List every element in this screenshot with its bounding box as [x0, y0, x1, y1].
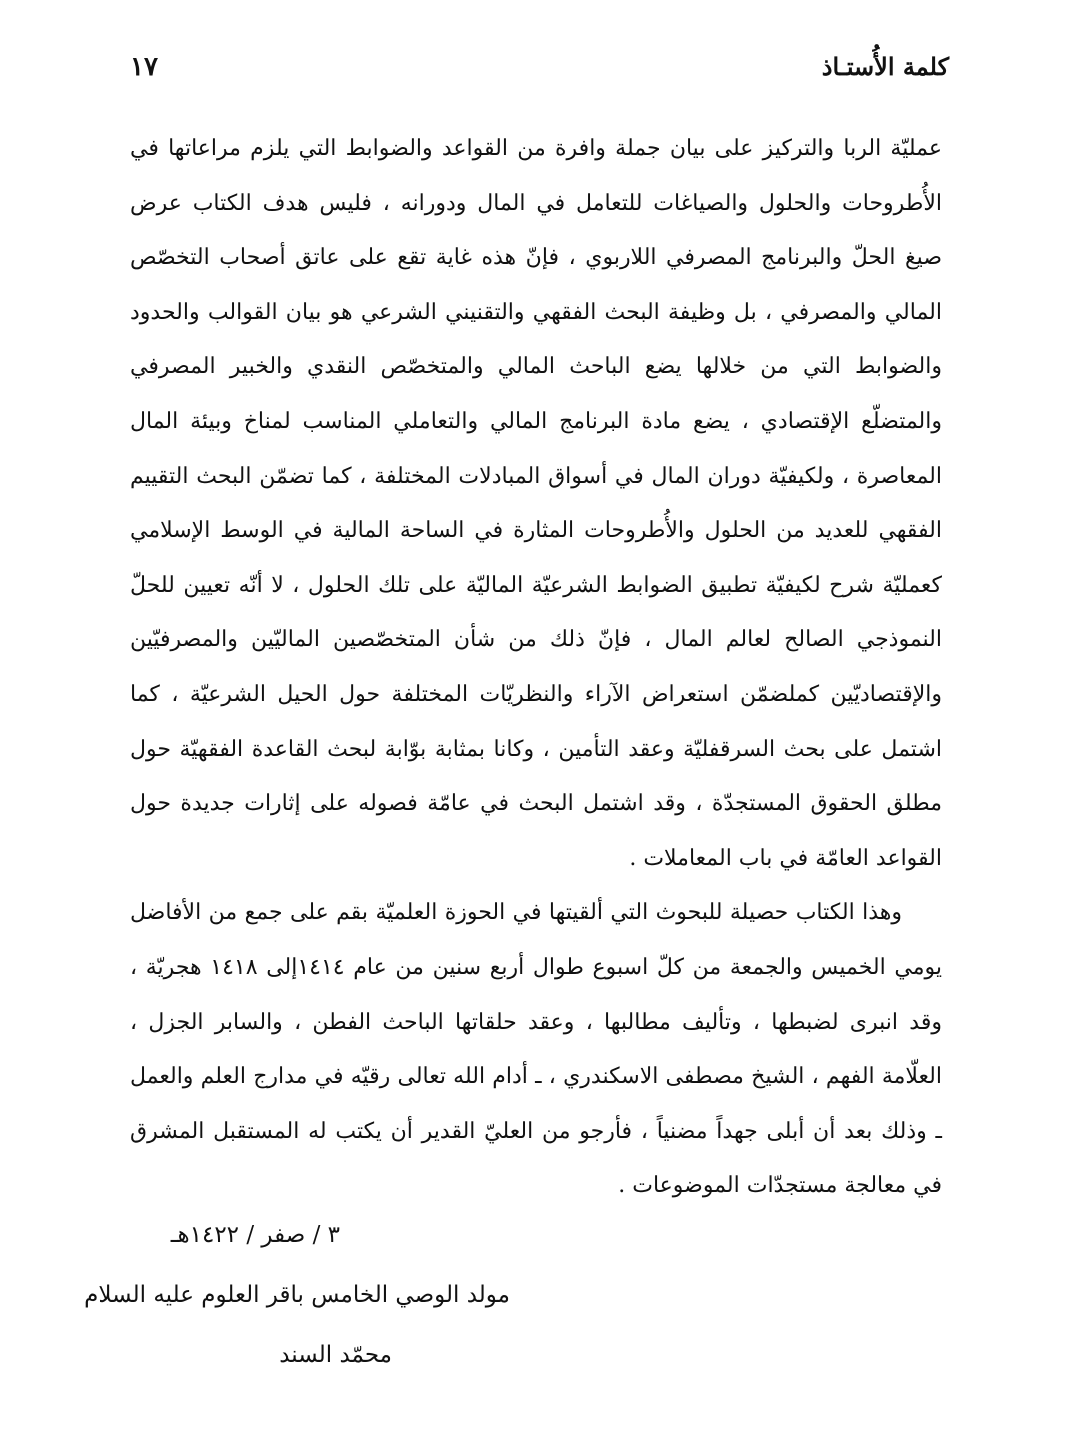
page-number: ١٧: [130, 52, 158, 82]
running-title: كلمة الأُستـاذ: [821, 52, 949, 81]
signature-author: محمّد السند: [279, 1342, 392, 1368]
signature-date: ٣ / صفر / ١٤٢٢هـ: [170, 1222, 340, 1248]
signature-block: [84, 1205, 520, 1385]
page-header: [125, 44, 949, 94]
signature-occasion: مولد الوصي الخامس باقر العلوم عليه السلام: [84, 1282, 510, 1308]
body-text: [130, 122, 942, 1214]
paragraph-2: وهذا الكتاب حصيلة للبحوث التي ألقيتها في الحوزة العلميّة بقم على جمع من الأفاضل يومي الخميس والجمعة من كلّ اسبوع طوال أربع سنين من عام ١٤١٤إلى ١٤١٨ هجريّة ، وقد انبرى لضبطها ، وتأليف مطالبها ، وعقد حلقاتها الباحث الفطن ، والسابر الجزل ، العلّامة الفهم ، الشيخ مصطفى الاسكندري ، ـ أدام الله تعالى رقيّه في مدارج العلم والعمل ـ وذلك بعد أن أبلى جهداً مضنياً ، فأرجو من العليّ القدير أن يكتب له المستقبل المشرق في معالجة مستجدّات الموضوعات .: [130, 900, 942, 1199]
paragraph-1: عمليّة الربا والتركيز على بيان جملة وافرة من القواعد والضوابط التي يلزم مراعاتها في الأُطروحات والحلول والصياغات للتعامل في المال ودورانه ، فليس هدف الكتاب عرض صيغ الحلّ والبرنامج المصرفي اللاربوي ، فإنّ هذه غاية تقع على عاتق أصحاب التخصّص المالي والمصرفي ، بل وظيفة البحث الفقهي والتقنيني الشرعي هو بيان القوالب والحدود والضوابط التي من خلالها يضع الباحث المالي والمتخصّص النقدي والخبير المصرفي والمتضلّع الإقتصادي ، يضع مادة البرنامج المالي والتعاملي المناسب لمناخ وبيئة المال المعاصرة ، ولكيفيّة دوران المال في أسواق المبادلات المختلفة ، كما تضمّن البحث التقييم الفقهي للعديد من الحلول والأُطروحات المثارة في الساحة المالية في الوسط الإسلامي كعمليّة شرح لكيفيّة تطبيق الضوابط الشرعيّة الماليّة على تلك الحلول ، لا أنّه تعيين للحلّ النموذجي الصالح لعالم المال ، فإنّ ذلك من شأن المتخصّصين الماليّين والمصرفيّين والإقتصاديّين كملضمّن استعراض الآراء والنظريّات المختلفة حول الحيل الشرعيّة ، كما اشتمل على بحث السرقفليّة وعقد التأمين ، وكانا بمثابة بوّابة لبحث القاعدة الفقهيّة حول مطلق الحقوق المستجدّة ، وقد اشتمل البحث في عامّة فصوله على إثارات جديدة حول القواعد العامّة في باب المعاملات .: [130, 136, 942, 871]
